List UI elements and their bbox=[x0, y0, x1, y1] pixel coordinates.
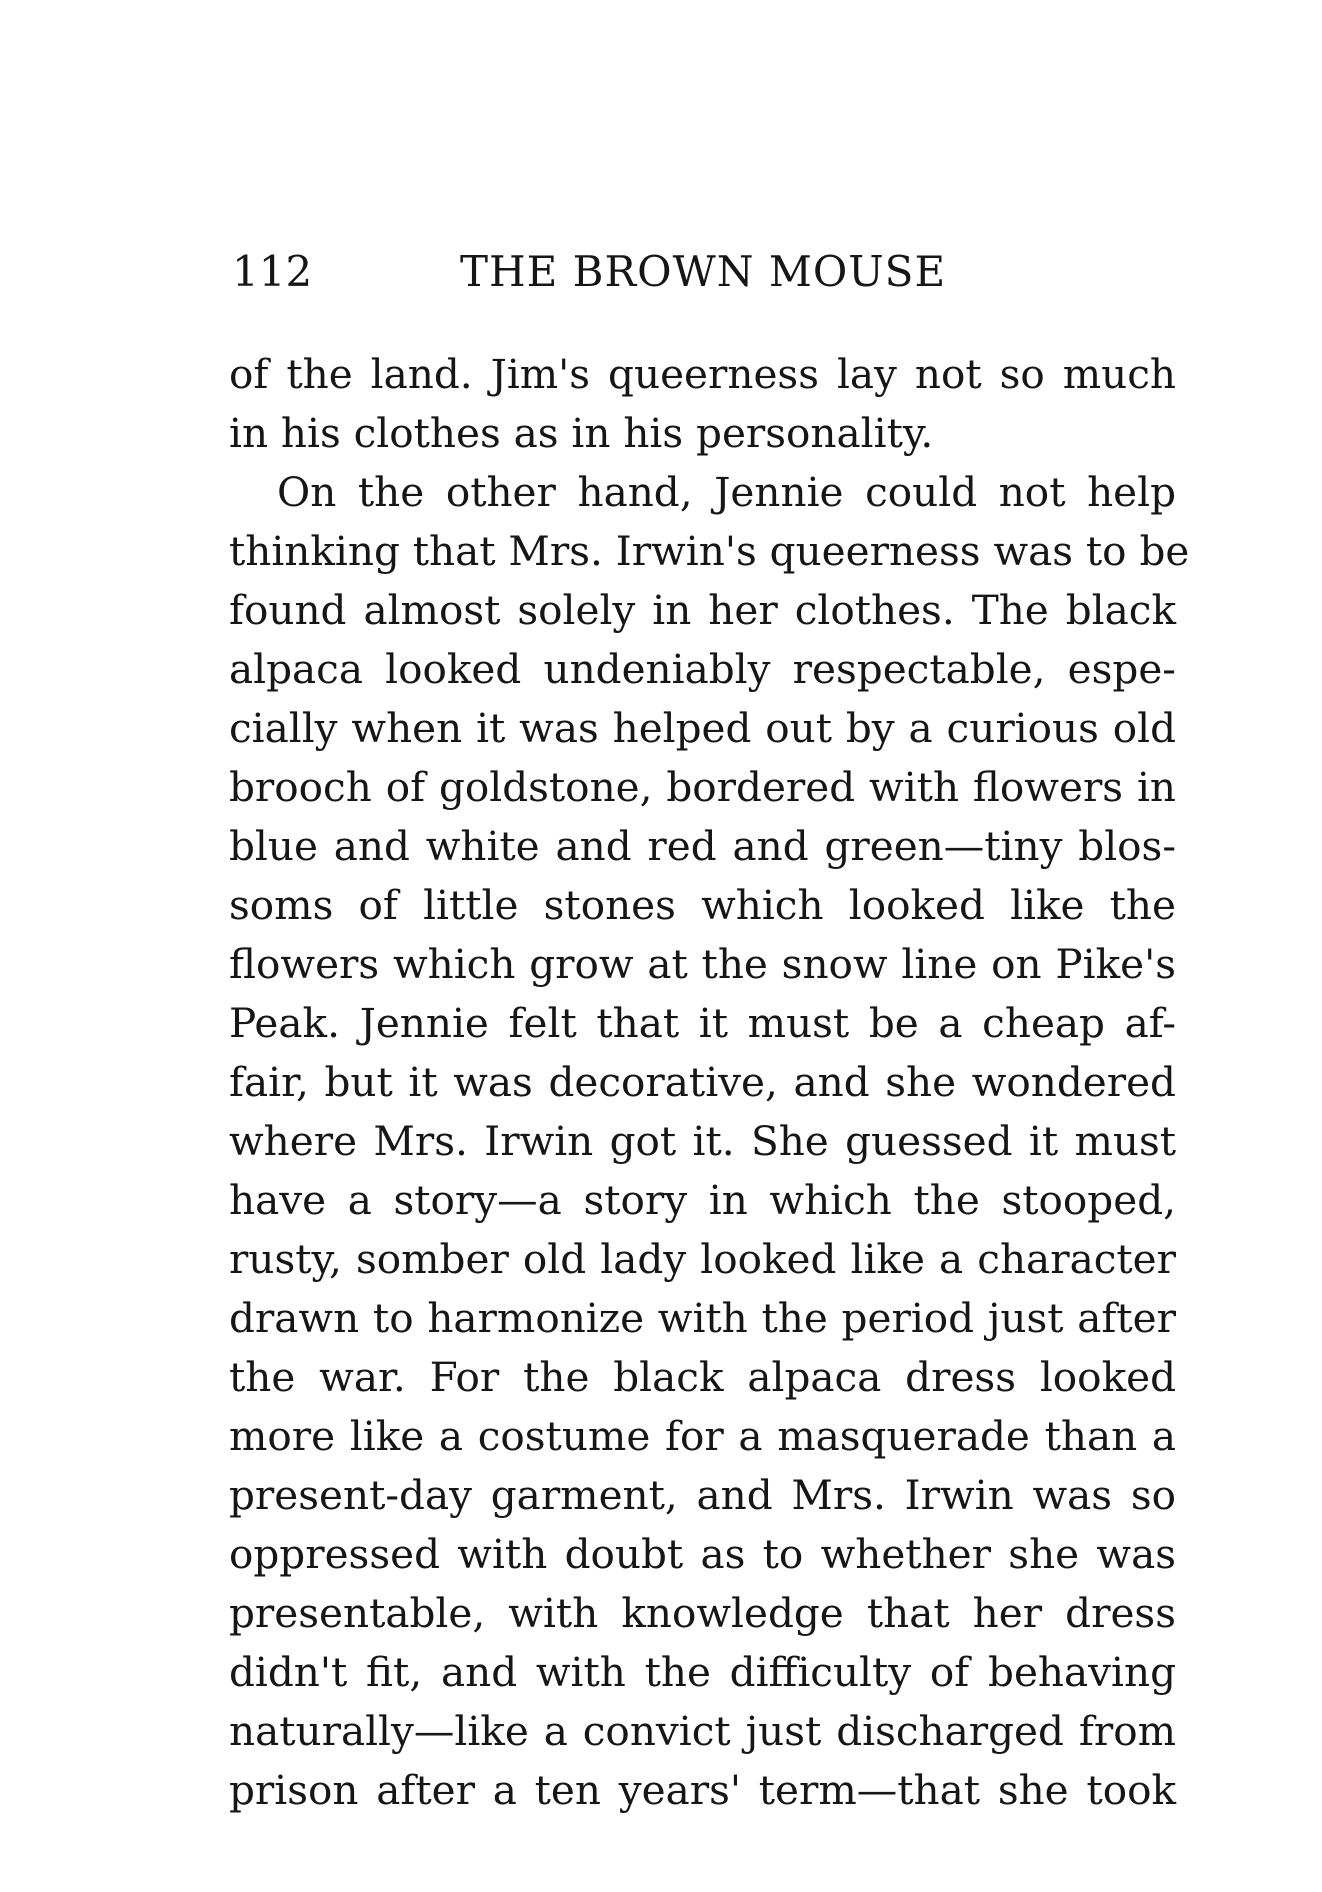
body-text bbox=[229, 345, 1190, 1820]
text-line: drawn to harmonize with the period just after bbox=[229, 1294, 1176, 1342]
text-line: brooch of goldstone, bordered with flowers in bbox=[229, 763, 1176, 811]
text-line: more like a costume for a masquerade than a bbox=[229, 1412, 1176, 1460]
text-line: blue and white and red and green—tiny blos- bbox=[229, 822, 1176, 870]
text-line: the war. For the black alpaca dress looked bbox=[229, 1353, 1176, 1401]
text-line: Peak. Jennie felt that it must be a cheap af- bbox=[229, 999, 1176, 1047]
text-line: prison after a ten years' term—that she took bbox=[229, 1766, 1176, 1814]
text-line: found almost solely in her clothes. The black bbox=[229, 586, 1176, 634]
text-line: naturally—like a convict just discharged from bbox=[229, 1707, 1176, 1755]
text-line: On the other hand, Jennie could not help bbox=[277, 468, 1176, 516]
text-line: of the land. Jim's queerness lay not so much bbox=[229, 350, 1176, 398]
text-line: where Mrs. Irwin got it. She guessed it must bbox=[229, 1117, 1176, 1165]
text-line: have a story—a story in which the stooped, bbox=[229, 1176, 1176, 1224]
text-line: flowers which grow at the snow line on Pike's bbox=[229, 940, 1176, 988]
paragraph-continued bbox=[229, 345, 1176, 463]
running-title: THE BROWN MOUSE bbox=[460, 247, 947, 296]
text-line: cially when it was helped out by a curious old bbox=[229, 704, 1176, 752]
page-number: 112 bbox=[232, 247, 313, 296]
text-line: didn't fit, and with the difficulty of behaving bbox=[229, 1648, 1176, 1696]
text-line: oppressed with doubt as to whether she was bbox=[229, 1530, 1176, 1578]
running-head bbox=[232, 242, 1172, 302]
text-line: presentable, with knowledge that her dress bbox=[229, 1589, 1176, 1637]
text-line: rusty, somber old lady looked like a character bbox=[229, 1235, 1176, 1283]
text-line: in his clothes as in his personality. bbox=[229, 409, 934, 457]
text-line: soms of little stones which looked like the bbox=[229, 881, 1176, 929]
text-line: alpaca looked undeniably respectable, espe- bbox=[229, 645, 1176, 693]
text-line: thinking that Mrs. Irwin's queerness was to be bbox=[229, 527, 1190, 575]
paragraph-jennie bbox=[229, 463, 1190, 1820]
text-line: present-day garment, and Mrs. Irwin was so bbox=[229, 1471, 1176, 1519]
text-line: fair, but it was decorative, and she wondered bbox=[229, 1058, 1176, 1106]
